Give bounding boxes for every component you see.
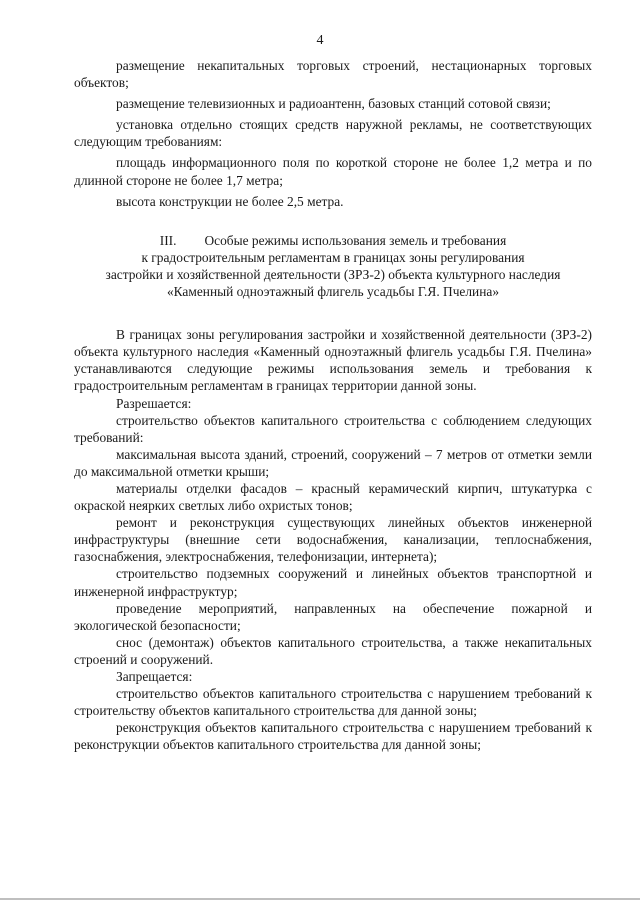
forbidden-label: Запрещается: xyxy=(116,669,193,684)
forbidden-item: строительство объектов капитального строительства с нарушением требований к строительству объектов капитального строительства для данной зоны; xyxy=(74,686,592,719)
section-heading xyxy=(74,232,592,300)
paragraph-outdoor-advertising: установка отдельно стоящих средств наружной рекламы, не соответствующих следующим требованиям: xyxy=(74,117,592,150)
section-heading-line-1 xyxy=(74,232,592,249)
allowed-item: снос (демонтаж) объектов капитального строительства, а также некапитальных строений и сооружений. xyxy=(74,634,592,667)
allowed-item: ремонт и реконструкция существующих линейных объектов инженерной инфраструктуры (внешние сети водоснабжения, канализации, теплоснабжения, газоснабжения, электроснабжения, телефонизации, интернета); xyxy=(74,515,592,565)
section-title-line-2: к градостроительным регламентам в границах зоны регулирования xyxy=(141,249,525,265)
section-title-line-4: «Каменный одноэтажный флигель усадьбы Г.Я. Пчелина» xyxy=(166,284,500,300)
allowed-item: проведение мероприятий, направленных на обеспечение пожарной и экологической безопасности; xyxy=(74,600,592,633)
page-bottom-rule xyxy=(0,898,640,900)
allowed-item: строительство подземных сооружений и линейных объектов транспортной и инженерной инфраструктур; xyxy=(74,566,592,599)
section-title-line-1: Особые режимы использования земель и требования xyxy=(204,232,507,248)
allowed-item: материалы отделки фасадов – красный керамический кирпич, штукатурка с окраской неярких светлых либо охристых тонов; xyxy=(74,480,592,514)
forbidden-item: реконструкция объектов капитального строительства с нарушением требований к реконструкции объектов капитального строительства для данной зоны; xyxy=(74,720,592,753)
paragraph-intro: В границах зоны регулирования застройки и хозяйственной деятельности (ЗРЗ-2) объекта культурного наследия «Каменный одноэтажный флигель усадьбы Г.Я. Пчелина» устанавливаются следующие режимы использования земель и требования к градостроительным регламентам в границах территории данной зоны. xyxy=(74,327,592,394)
paragraph-info-field-size: площадь информационного поля по короткой стороне не более 1,2 метра и по длинной стороне не более 1,7 метра; xyxy=(74,155,592,188)
allowed-item: строительство объектов капитального строительства с соблюдением следующих требований: xyxy=(74,412,592,445)
paragraph-construction-height: высота конструкции не более 2,5 метра. xyxy=(116,193,344,209)
document-content xyxy=(74,57,592,753)
section-numeral: III. xyxy=(159,232,177,248)
section-title-line-3: застройки и хозяйственной деятельности (ЗРЗ-2) объекта культурного наследия xyxy=(105,266,561,282)
page-number: 4 xyxy=(316,33,324,48)
allowed-label: Разрешается: xyxy=(116,395,192,411)
paragraph-antennas: размещение телевизионных и радиоантенн, базовых станций сотовой связи; xyxy=(116,96,551,112)
paragraph-nonpermanent-retail: размещение некапитальных торговых строений, нестационарных торговых объектов; xyxy=(74,58,592,91)
allowed-item: максимальная высота зданий, строений, сооружений – 7 метров от отметки земли до максимальной отметки крыши; xyxy=(74,446,592,479)
